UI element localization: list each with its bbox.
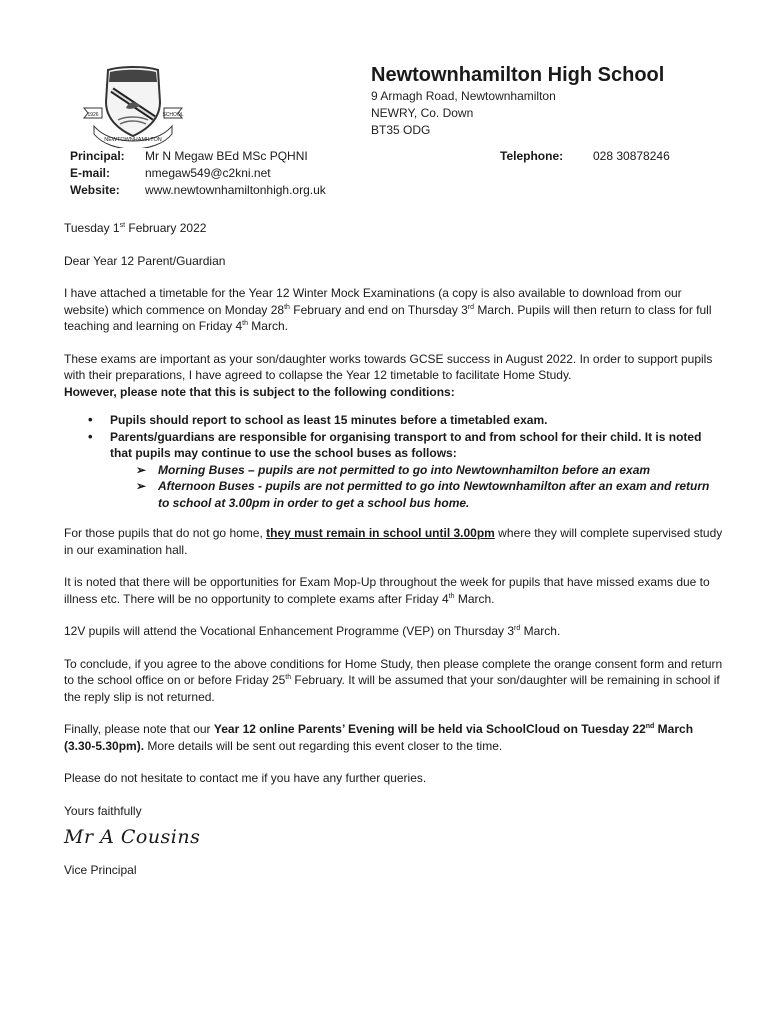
crest-banner-right: SCHOOL — [162, 112, 184, 118]
school-crest-logo — [80, 62, 186, 148]
telephone-row — [500, 148, 670, 165]
school-name: Newtownhamilton High School — [371, 64, 665, 86]
website-row — [70, 182, 326, 199]
crest-banner-bottom: NEWTOWNHAMILTON — [104, 137, 162, 143]
principal-value: Mr N Megaw BEd MSc PQHNI — [145, 149, 308, 163]
condition-item: • Parents/guardians are responsible for organising transport to and from school for their child. It is noted that pupils may continue to use the school buses as follows: ➢ Morning Buses – pupils are not permitted to go into Newtownhamilton before an exam ➢ Afternoon Buses - pupils are not permitted to go into Newtownhamilton after an exam and return to school at 3.00pm in order to get a school bus home. — [64, 429, 724, 512]
letter-date: Tuesday 1st February 2022 — [64, 221, 207, 235]
bus-rule-item: ➢ Afternoon Buses - pupils are not permitted to go into Newtownhamilton after an exam and return to school at 3.00pm in order to get a school bus home. — [136, 479, 710, 510]
bus-rule-item: ➢ Morning Buses – pupils are not permitted to go into Newtownhamilton before an exam — [136, 462, 651, 477]
principal-row — [70, 148, 326, 165]
school-header — [371, 62, 664, 139]
email-label: E-mail: — [70, 166, 111, 180]
closing: Yours faithfully — [64, 803, 142, 818]
address-line-2: NEWRY, Co. Down — [371, 106, 474, 120]
paragraph-mop-up: It is noted that there will be opportunities for Exam Mop-Up throughout the week for pupils that have missed exams due to illness etc. There will be no opportunity to complete exams after Friday 4th March. — [64, 575, 710, 606]
letter-body — [64, 220, 724, 894]
address-line-1: 9 Armagh Road, Newtownhamilton — [371, 89, 556, 103]
email-link[interactable]: nmegaw549@c2kni.net — [145, 166, 271, 180]
paragraph-home-study: These exams are important as your son/daughter works towards GCSE success in August 2022. In order to support pupils with their preparations, I have agreed to collapse the Year 12 timetable to facilitate Home Study. However, please note that this is subject to the following conditions: — [64, 351, 713, 399]
paragraph-consent: To conclude, if you agree to the above conditions for Home Study, then please complete the orange consent form and return to the school office on or before Friday 25th February. It will be assumed that your son/daughter will be remaining in school if the reply slip is not returned. — [64, 656, 723, 704]
bus-rules-list — [110, 462, 724, 512]
arrow-bullet-icon: ➢ — [136, 462, 147, 477]
crest-banner-left: 1926 — [87, 112, 99, 118]
website-link[interactable]: www.newtownhamiltonhigh.org.uk — [145, 183, 326, 197]
signatory-title: Vice Principal — [64, 862, 137, 877]
telephone-value: 028 30878246 — [593, 149, 670, 163]
paragraph-vep: 12V pupils will attend the Vocational Enhancement Programme (VEP) on Thursday 3rd March. — [64, 624, 561, 638]
paragraph-remain-in-school: For those pupils that do not go home, they must remain in school until 3.00pm where they will complete supervised study in our examination hall. — [64, 526, 723, 557]
address-line-3: BT35 ODG — [371, 123, 431, 137]
email-row — [70, 165, 326, 182]
arrow-bullet-icon: ➢ — [136, 479, 147, 493]
paragraph-contact: Please do not hesitate to contact me if you have any further queries. — [64, 771, 427, 785]
website-label: Website: — [70, 183, 120, 197]
conditions-heading: However, please note that this is subject to the following conditions: — [64, 384, 455, 399]
condition-item: • Pupils should report to school as least 15 minutes before a timetabled exam. — [64, 412, 724, 429]
principal-label: Principal: — [70, 149, 125, 163]
telephone-label: Telephone: — [500, 149, 564, 163]
conditions-list — [64, 412, 724, 511]
paragraph-parents-evening: Finally, please note that our Year 12 online Parents’ Evening will be held via SchoolCloud on Tuesday 22nd March (3.30-5.30pm). More details will be sent out regarding this event closer to the time. — [64, 722, 694, 753]
paragraph-timetable: I have attached a timetable for the Year 12 Winter Mock Examinations (a copy is also available to download from our website) which commence on Monday 28th February and end on Thursday 3rd March. Pupils will then return to class for full teaching and learning on Friday 4th March. — [64, 286, 712, 333]
salutation: Dear Year 12 Parent/Guardian — [64, 253, 226, 268]
contact-block — [70, 148, 326, 199]
signature: Mr A Cousins — [64, 826, 201, 848]
